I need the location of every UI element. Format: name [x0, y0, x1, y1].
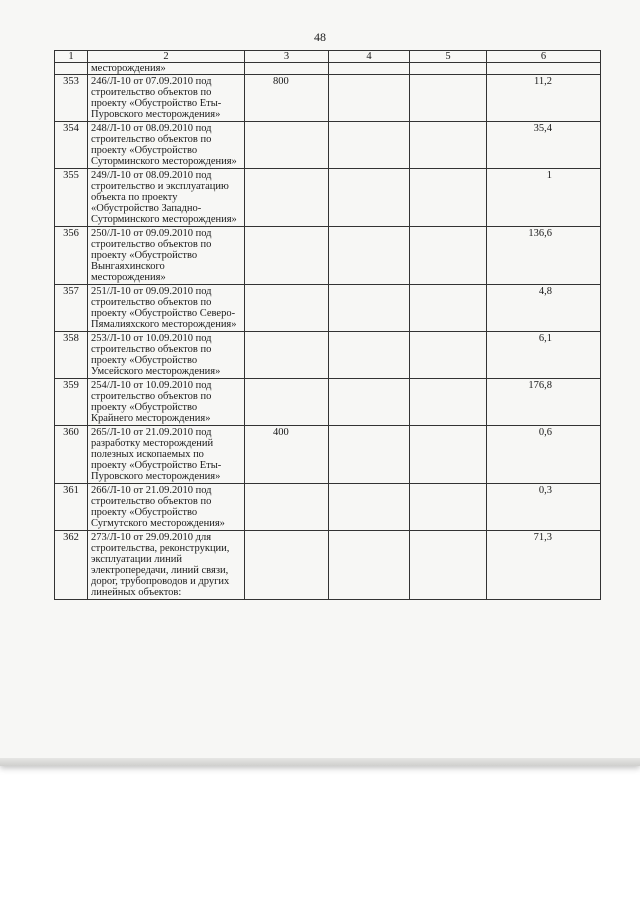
row-col4	[329, 426, 410, 484]
page-number: 48	[314, 30, 326, 44]
row-col3	[245, 379, 329, 426]
row-description: 254/Л-10 от 10.09.2010 под строительство объектов по проекту «Обустройство Крайнего месторождения»	[88, 379, 245, 426]
row-description: 251/Л-10 от 09.09.2010 под строительство объектов по проекту «Обустройство Северо-Пямалияхского месторождения»	[88, 285, 245, 332]
row-area: 176,8	[487, 379, 601, 426]
continuation-text: месторождения»	[88, 63, 245, 75]
row-col5	[410, 75, 487, 122]
row-col3	[245, 169, 329, 227]
row-col4	[329, 484, 410, 531]
row-col3	[245, 227, 329, 285]
row-col4	[329, 531, 410, 600]
row-col3: 400	[245, 426, 329, 484]
column-header: 5	[410, 51, 487, 63]
table-row	[55, 227, 601, 285]
row-col3: 800	[245, 75, 329, 122]
row-col4	[329, 75, 410, 122]
row-col5	[410, 227, 487, 285]
row-description: 253/Л-10 от 10.09.2010 под строительство объектов по проекту «Обустройство Умсейского месторождения»	[88, 332, 245, 379]
row-col5	[410, 122, 487, 169]
row-area: 136,6	[487, 227, 601, 285]
row-col5	[410, 484, 487, 531]
continuation-row	[55, 63, 601, 75]
row-col4	[329, 122, 410, 169]
row-area: 4,8	[487, 285, 601, 332]
row-col4	[329, 332, 410, 379]
row-col4	[329, 379, 410, 426]
row-col3	[245, 332, 329, 379]
row-col5	[410, 285, 487, 332]
row-number: 355	[55, 169, 88, 227]
row-number: 354	[55, 122, 88, 169]
row-description: 273/Л-10 от 29.09.2010 для строительства, реконструкции, эксплуатации линий электропередачи, линий связи, дорог, трубопроводов и других линейных объектов:	[88, 531, 245, 600]
row-number: 356	[55, 227, 88, 285]
row-col5	[410, 169, 487, 227]
table-row	[55, 122, 601, 169]
column-header: 1	[55, 51, 88, 63]
table-row	[55, 484, 601, 531]
row-area: 0,6	[487, 426, 601, 484]
row-col3	[245, 484, 329, 531]
row-number: 357	[55, 285, 88, 332]
table-row	[55, 285, 601, 332]
row-col5	[410, 426, 487, 484]
row-number: 358	[55, 332, 88, 379]
row-area: 35,4	[487, 122, 601, 169]
column-header: 6	[487, 51, 601, 63]
row-description: 248/Л-10 от 08.09.2010 под строительство объектов по проекту «Обустройство Суторминского месторождения»	[88, 122, 245, 169]
row-area: 1	[487, 169, 601, 227]
table-row	[55, 531, 601, 600]
row-description: 250/Л-10 от 09.09.2010 под строительство объектов по проекту «Обустройство Вынгаяхинского месторождения»	[88, 227, 245, 285]
row-number: 361	[55, 484, 88, 531]
table-row	[55, 332, 601, 379]
row-area: 6,1	[487, 332, 601, 379]
table-row	[55, 75, 601, 122]
row-description: 249/Л-10 от 08.09.2010 под строительство и эксплуатацию объекта по проекту «Обустройство Западно-Суторминского месторождения»	[88, 169, 245, 227]
row-col4	[329, 227, 410, 285]
row-description: 265/Л-10 от 21.09.2010 под разработку месторождений полезных ископаемых по проекту «Обустройство Еты-Пуровского месторождения»	[88, 426, 245, 484]
row-number: 362	[55, 531, 88, 600]
row-col4	[329, 285, 410, 332]
row-col5	[410, 379, 487, 426]
column-header: 2	[88, 51, 245, 63]
row-description: 266/Л-10 от 21.09.2010 под строительство объектов по проекту «Обустройство Сугмутского месторождения»	[88, 484, 245, 531]
column-header: 4	[329, 51, 410, 63]
row-number: 359	[55, 379, 88, 426]
table-row	[55, 379, 601, 426]
row-col5	[410, 531, 487, 600]
row-col4	[329, 169, 410, 227]
row-area: 11,2	[487, 75, 601, 122]
table-header-row	[55, 51, 601, 63]
table-row	[55, 426, 601, 484]
row-col3	[245, 122, 329, 169]
row-area: 0,3	[487, 484, 601, 531]
row-col5	[410, 332, 487, 379]
row-col3	[245, 531, 329, 600]
row-number: 353	[55, 75, 88, 122]
row-description: 246/Л-10 от 07.09.2010 под строительство объектов по проекту «Обустройство Еты-Пуровского месторождения»	[88, 75, 245, 122]
row-number: 360	[55, 426, 88, 484]
land-plots-table	[54, 50, 601, 600]
table-row	[55, 169, 601, 227]
column-header: 3	[245, 51, 329, 63]
row-col3	[245, 285, 329, 332]
row-area: 71,3	[487, 531, 601, 600]
